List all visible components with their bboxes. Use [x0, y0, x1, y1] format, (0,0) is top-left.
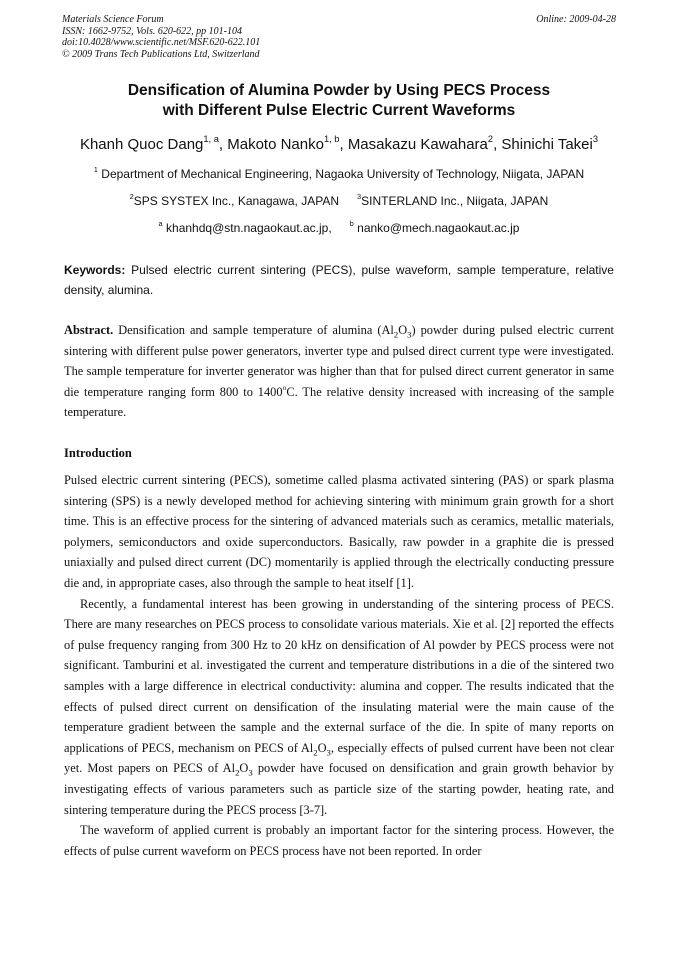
paper-title	[40, 81, 638, 121]
author-list	[30, 135, 648, 155]
abstract-text: C. The relative density increased with increasing of the sample temperature.	[64, 384, 614, 420]
author-name: Khanh Quoc Dang	[79, 136, 204, 153]
keywords-paragraph	[64, 260, 614, 300]
online-date: Online: 2009-04-28	[536, 14, 616, 25]
affiliation-superscript: 1	[93, 165, 98, 175]
affiliation-text: Department of Mechanical Engineering, Nagaoka University of Technology, Niigata, JAPAN	[101, 167, 585, 181]
email-text: nanko@mech.nagaokaut.ac.jp	[357, 221, 520, 235]
intro-paragraph-1: Pulsed electric current sintering (PECS), sometime called plasma activated sintering (PAS) or spark plasma sintering (SPS) is a newly developed method for achieving sintering with minimum grain growth for a short time. This is an effective process for the sintering of advanced materials such as ceramics, metallic materials, polymers, semiconductors and oxide superconductors. Basically, raw powder in a graphite die is pressed uniaxially and pulsed direct current (DC) momentarily is applied through the electrically conducting pressure die and, in appropriate cases, also through the sample to heat itself [1].	[64, 473, 614, 590]
affiliation-text: SPS SYSTEX Inc., Kanagawa, JAPAN	[133, 194, 340, 208]
subscript: 2	[313, 747, 318, 758]
issn-line: ISSN: 1662-9752, Vols. 620-622, pp 101-104	[62, 25, 242, 37]
subscript: 2	[235, 767, 240, 778]
email-text: khanhdq@stn.nagaokaut.ac.jp,	[166, 221, 332, 235]
introduction-heading: Introduction	[64, 446, 132, 460]
paragraph-text: Recently, a fundamental interest has been growing in understanding of the sintering process of PECS. There are many researches on PECS process to consolidate various materials. Xie et al. [2] reported the effects of pulse frequency ranging from 300 Hz to 20 kHz on densification of Al powder by PECS process were not significant. Tamburini et al. investigated the current and temperature distributions in a die of the sintered two samples with a large difference in electrical conductivity: alumina and copper. The results indicated that the effects of pulsed direct current on densification of the insulating material were the main cause of the temperature gradient between the sample and the external surface of the die. In spite of many reports on applications of PECS, mechanism on PECS of Al	[64, 596, 614, 755]
intro-paragraph-3: The waveform of applied current is probably an important factor for the sintering process. However, the effects of pulse current waveform on PECS process have not been reported. In order	[64, 823, 614, 858]
paragraph-text: O	[317, 740, 327, 755]
introduction-body	[64, 470, 614, 861]
affiliation-superscript: 3	[357, 192, 362, 202]
affiliation-text: SINTERLAND Inc., Niigata, JAPAN	[361, 194, 549, 208]
abstract-label: Abstract.	[64, 323, 114, 337]
subscript: 2	[393, 329, 399, 340]
paragraph-text: O	[239, 761, 249, 776]
title-line-2: with Different Pulse Electric Current Waveforms	[162, 102, 516, 119]
degree-superscript: o	[282, 382, 287, 392]
subscript: 3	[248, 767, 253, 778]
author-superscript: 1, a	[203, 134, 219, 145]
author-superscript: 2	[487, 134, 494, 145]
journal-name: Materials Science Forum	[62, 14, 164, 25]
email-superscript: a	[158, 219, 163, 229]
author-separator: ,	[339, 136, 348, 153]
email-superscript: b	[349, 219, 354, 229]
author-emails	[30, 220, 648, 236]
abstract-text: Densification and sample temperature of alumina (Al	[118, 323, 394, 337]
author-superscript: 3	[592, 134, 599, 145]
doi-line: doi:10.4028/www.scientific.net/MSF.620-622.101	[62, 37, 261, 48]
abstract-text: ) powder during pulsed electric current sintering with different pulse power generators, inverter type and pulsed direct current type were investigated. The sample temperature for inverter generator was higher than that for pulsed direct current generator in same die temperature ranging form 800 to 1400	[64, 323, 614, 399]
abstract-text: O	[398, 323, 408, 337]
affiliations-2-3	[30, 193, 648, 209]
title-line-1: Densification of Alumina Powder by Using PECS Process	[127, 82, 551, 99]
author-name: Shinichi Takei	[501, 136, 593, 153]
journal-header	[62, 14, 616, 60]
paragraph-text: powder have focused on densification and grain growth behavior by investigating effects of various parameters such as particle size of the starting powder, heating rate, and sintering temperature during the PECS process [3-7].	[64, 761, 615, 817]
subscript: 3	[407, 329, 412, 340]
subscript: 3	[326, 747, 331, 758]
abstract-paragraph	[64, 320, 614, 423]
affiliation-1	[30, 166, 648, 182]
author-name: Masakazu Kawahara	[347, 136, 488, 153]
author-superscript: 1, b	[323, 134, 340, 145]
copyright-line: © 2009 Trans Tech Publications Ltd, Switzerland	[62, 48, 260, 60]
intro-paragraph-2	[64, 594, 614, 821]
author-name: Makoto Nanko	[227, 136, 324, 153]
author-separator: ,	[493, 136, 502, 153]
author-separator: ,	[218, 136, 228, 153]
affiliation-superscript: 2	[129, 192, 134, 202]
keywords-text: Pulsed electric current sintering (PECS), pulse waveform, sample temperature, relative density, alumina.	[64, 263, 614, 297]
paragraph-text: , especially effects of pulsed current have been not clear yet. Most papers on PECS of Al	[64, 740, 614, 776]
keywords-label: Keywords:	[64, 263, 126, 277]
